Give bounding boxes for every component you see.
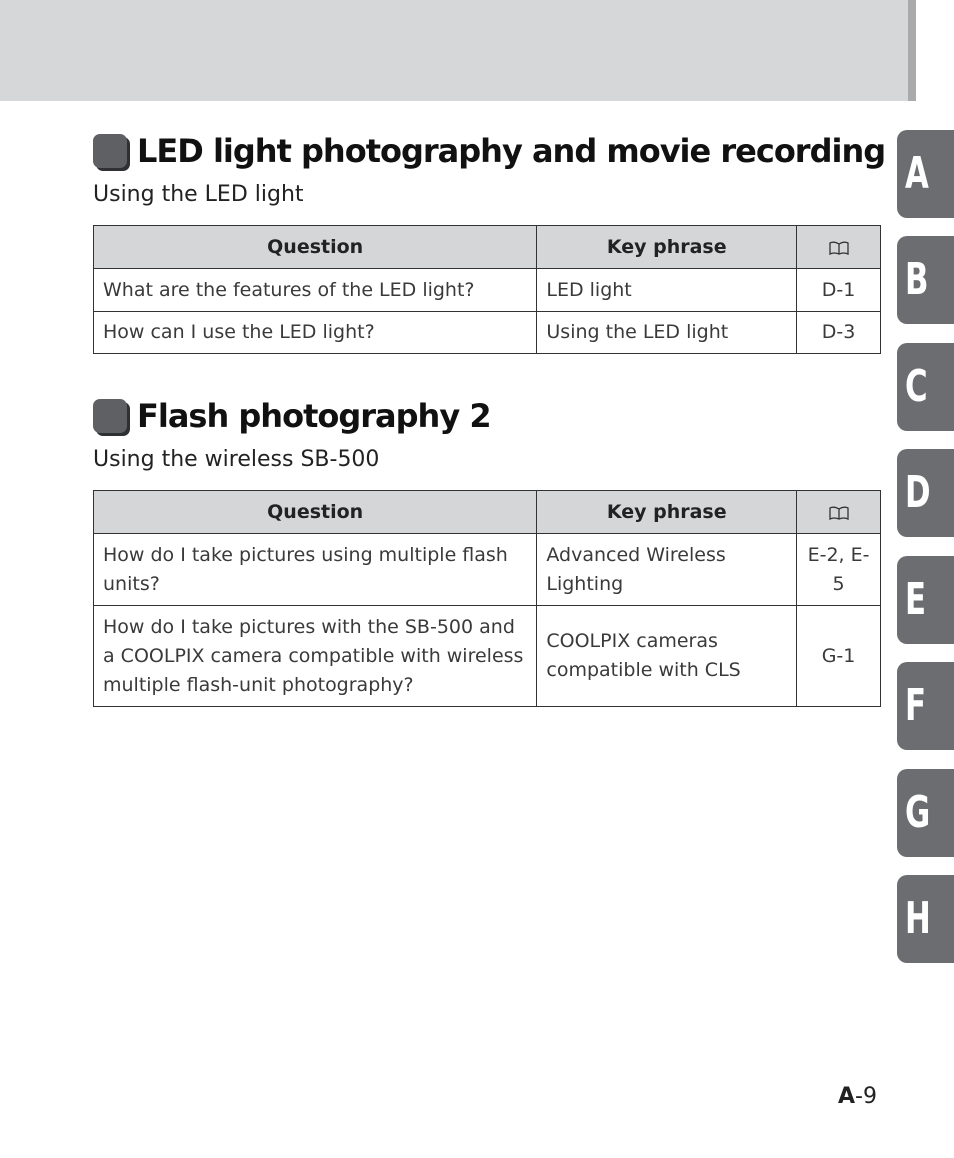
column-header-key-phrase: Key phrase [537, 491, 797, 534]
table-header-row [94, 226, 881, 269]
subheading-led: Using the LED light [93, 182, 304, 207]
column-header-key-phrase: Key phrase [537, 226, 797, 269]
column-header-question: Question [94, 226, 537, 269]
reference-cell: D-1 [797, 269, 881, 312]
table-row [94, 312, 881, 354]
reference-cell: D-3 [797, 312, 881, 354]
column-header-reference [797, 226, 881, 269]
table-row [94, 534, 881, 606]
page-index: -9 [855, 1084, 877, 1109]
table-row [94, 269, 881, 312]
page-number [838, 1084, 877, 1109]
header-band-edge [908, 0, 916, 101]
chapter-tab-h[interactable]: H [897, 875, 954, 963]
question-cell: What are the features of the LED light? [94, 269, 537, 312]
section-title-led [93, 130, 885, 172]
key-phrase-cell: Using the LED light [537, 312, 797, 354]
table-row [94, 606, 881, 707]
qa-table-flash [93, 490, 881, 707]
subheading-flash: Using the wireless SB-500 [93, 447, 380, 472]
title-bullet-icon [93, 399, 127, 433]
book-icon [829, 506, 849, 520]
qa-table-led [93, 225, 881, 354]
reference-cell: G-1 [797, 606, 881, 707]
chapter-tab-c[interactable]: C [897, 343, 954, 431]
question-cell: How can I use the LED light? [94, 312, 537, 354]
chapter-tab-b[interactable]: B [897, 236, 954, 324]
section-title-text: LED light photography and movie recording [137, 132, 886, 170]
book-icon [829, 241, 849, 255]
header-band [0, 0, 908, 101]
column-header-question: Question [94, 491, 537, 534]
key-phrase-cell: COOLPIX cameras compatible with CLS [537, 606, 797, 707]
key-phrase-cell: Advanced Wireless Lighting [537, 534, 797, 606]
question-cell: How do I take pictures with the SB-500 and a COOLPIX camera compatible with wireless multiple flash-unit photography? [94, 606, 537, 707]
page-chapter: A [838, 1084, 856, 1109]
chapter-tab-a[interactable]: A [897, 130, 954, 218]
reference-cell: E-2, E-5 [797, 534, 881, 606]
key-phrase-cell: LED light [537, 269, 797, 312]
chapter-tab-g[interactable]: G [897, 769, 954, 857]
chapter-tab-e[interactable]: E [897, 556, 954, 644]
column-header-reference [797, 491, 881, 534]
section-title-text: Flash photography 2 [137, 397, 491, 435]
table-header-row [94, 491, 881, 534]
chapter-tab-f[interactable]: F [897, 662, 954, 750]
chapter-tab-d[interactable]: D [897, 449, 954, 537]
question-cell: How do I take pictures using multiple flash units? [94, 534, 537, 606]
title-bullet-icon [93, 134, 127, 168]
section-title-flash [93, 395, 491, 437]
